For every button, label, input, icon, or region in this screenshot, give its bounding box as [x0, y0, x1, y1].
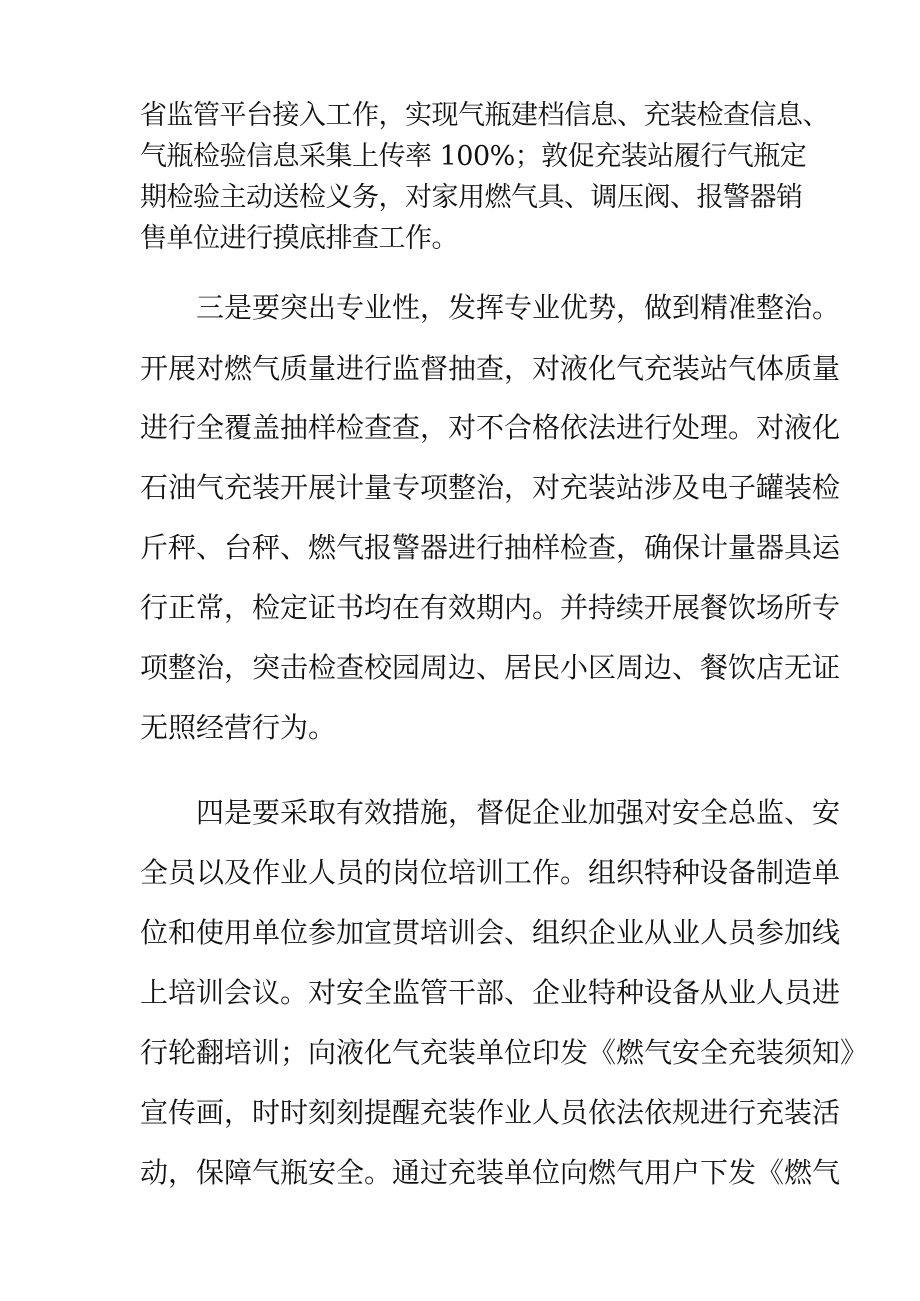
paragraph-line: 行正常，检定证书均在有效期内。并持续开展餐饮场所专 [140, 591, 841, 624]
paragraph-line: 三是要突出专业性，发挥专业优势，做到精准整治。 [196, 291, 841, 324]
paragraph-line: 全员以及作业人员的岗位培训工作。组织特种设备制造单 [140, 856, 841, 889]
paragraph-line: 行轮翻培训；向液化气充装单位印发《燃气安全充装须知》 [140, 1036, 869, 1069]
paragraph-line: 开展对燃气质量进行监督抽查，对液化气充装站气体质量 [140, 352, 841, 385]
paragraph-line: 动，保障气瓶安全。通过充装单位向燃气用户下发《燃气 [140, 1156, 841, 1189]
paragraph-line: 石油气充装开展计量专项整治，对充装站涉及电子罐装检 [140, 471, 841, 504]
paragraph-line: 售单位进行摸底排查工作。 [140, 223, 458, 254]
paragraph-line: 项整治，突击检查校园周边、居民小区周边、餐饮店无证 [140, 651, 841, 684]
paragraph-line: 气瓶检验信息采集上传率 100%；敦促充装站履行气瓶定 [140, 141, 807, 172]
paragraph-line: 四是要采取有效措施，督促企业加强对安全总监、安 [196, 796, 841, 829]
paragraph-line: 进行全覆盖抽样检查查，对不合格依法进行处理。对液化 [140, 411, 841, 444]
paragraph-line: 上培训会议。对安全监管干部、企业特种设备从业人员进 [140, 976, 841, 1009]
paragraph-line: 期检验主动送检义务，对家用燃气具、调压阀、报警器销 [140, 182, 803, 213]
paragraph-line: 位和使用单位参加宣贯培训会、组织企业从业人员参加线 [140, 916, 841, 949]
paragraph-line: 斤秤、台秤、燃气报警器进行抽样检查，确保计量器具运 [140, 531, 841, 564]
paragraph-line: 宣传画，时时刻刻提醒充装作业人员依法依规进行充装活 [140, 1096, 841, 1129]
paragraph-line: 无照经营行为。 [140, 711, 337, 744]
paragraph-line: 省监管平台接入工作，实现气瓶建档信息、充装检查信息、 [140, 100, 829, 131]
